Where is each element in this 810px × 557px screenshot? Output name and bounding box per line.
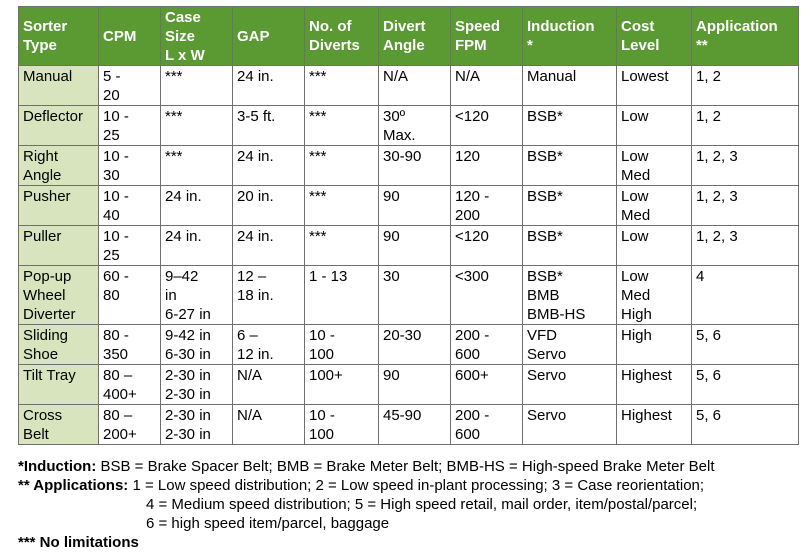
column-header — [19, 7, 99, 66]
cell-line: 20 — [103, 87, 120, 104]
cell-line: BSB* — [527, 268, 563, 285]
table-cell — [233, 146, 305, 186]
table-cell — [233, 325, 305, 365]
cell-line: Puller — [23, 228, 62, 245]
cell-line: 30 — [383, 268, 400, 285]
column-header — [161, 7, 233, 66]
table-row — [19, 66, 799, 106]
sorter-type-cell — [19, 226, 99, 266]
cell-line: Belt — [23, 426, 49, 443]
table-cell — [305, 365, 379, 405]
table-cell — [379, 186, 451, 226]
cell-line: Sliding — [23, 327, 69, 344]
table-header-row — [19, 7, 799, 66]
cell-line: 200 — [455, 207, 481, 224]
table-cell — [523, 365, 617, 405]
cell-line: BSB* — [527, 228, 563, 245]
cell-line: BSB* — [527, 108, 563, 125]
cell-line: 3-5 ft. — [237, 108, 276, 125]
table-cell — [161, 266, 233, 325]
table-cell — [305, 405, 379, 445]
sorter-comparison-table — [18, 6, 799, 445]
table-cell — [99, 146, 161, 186]
cell-line: Med — [621, 287, 651, 304]
cell-line: Med — [621, 207, 651, 224]
cell-line: Pop-up — [23, 268, 72, 285]
cell-line: 30-90 — [383, 148, 422, 165]
table-cell — [692, 325, 799, 365]
table-cell — [617, 266, 692, 325]
cell-line: 5, 6 — [696, 407, 722, 424]
cell-line: 200 - — [455, 407, 490, 424]
cell-line: Low — [621, 228, 649, 245]
cell-line: 80 – — [103, 407, 133, 424]
cell-line: 1, 2 — [696, 108, 722, 125]
table-cell — [99, 186, 161, 226]
cell-line: Wheel — [23, 287, 66, 304]
column-header — [233, 7, 305, 66]
cell-line: 200+ — [103, 426, 137, 443]
cell-line: High — [621, 327, 652, 344]
table-cell — [379, 106, 451, 146]
table-cell — [692, 266, 799, 325]
table-cell — [617, 405, 692, 445]
cell-line: 400+ — [103, 386, 137, 403]
cell-line: 80 - — [103, 327, 129, 344]
column-header — [617, 7, 692, 66]
table-cell — [233, 266, 305, 325]
table-cell — [523, 106, 617, 146]
applications-note — [18, 476, 808, 495]
cell-line: 60 - — [103, 268, 129, 285]
induction-note — [18, 457, 808, 476]
cell-line: 600+ — [455, 367, 489, 384]
table-cell — [692, 66, 799, 106]
cell-line: 80 – — [103, 367, 133, 384]
table-cell — [305, 266, 379, 325]
table-cell — [617, 365, 692, 405]
sorter-type-cell — [19, 266, 99, 325]
cell-line: *** — [309, 148, 327, 165]
cell-line: 2-30 in — [165, 367, 211, 384]
cell-line: 1, 2, 3 — [696, 228, 738, 245]
table-cell — [692, 106, 799, 146]
table-cell — [692, 365, 799, 405]
column-header-line: ** — [696, 37, 708, 54]
cell-line: BMB-HS — [527, 306, 586, 323]
cell-line: 24 in. — [165, 188, 202, 205]
column-header-line: No. of — [309, 18, 352, 35]
cell-line: 6 – — [237, 327, 258, 344]
column-header-line: Diverts — [309, 37, 360, 54]
cell-line: Shoe — [23, 346, 59, 363]
column-header — [692, 7, 799, 66]
cell-line: Pusher — [23, 188, 71, 205]
table-row — [19, 325, 799, 365]
cell-line: 30 — [103, 167, 120, 184]
cell-line: Low — [621, 268, 649, 285]
column-header — [99, 7, 161, 66]
cell-line: Highest — [621, 367, 672, 384]
cell-line: Servo — [527, 367, 567, 384]
cell-line: Med — [621, 167, 651, 184]
table-cell — [617, 106, 692, 146]
table-cell — [99, 365, 161, 405]
cell-line: 120 - — [455, 188, 490, 205]
cell-line: 24 in. — [237, 148, 274, 165]
cell-line: 25 — [103, 247, 120, 264]
table-cell — [451, 226, 523, 266]
sorter-type-cell — [19, 106, 99, 146]
table-cell — [692, 146, 799, 186]
table-cell — [99, 266, 161, 325]
cell-line: *** — [309, 68, 327, 85]
table-cell — [379, 325, 451, 365]
table-cell — [305, 325, 379, 365]
cell-line: 1 - 13 — [309, 268, 348, 285]
cell-line: 24 in. — [237, 68, 274, 85]
column-header-line: Induction — [527, 18, 595, 35]
cell-line: 12 in. — [237, 346, 274, 363]
cell-line: 18 in. — [237, 287, 274, 304]
column-header-line: Sorter — [23, 18, 68, 35]
cell-line: Servo — [527, 407, 567, 424]
cell-line: 6-30 in — [165, 346, 211, 363]
sorter-type-cell — [19, 146, 99, 186]
table-cell — [233, 106, 305, 146]
table-cell — [379, 405, 451, 445]
cell-line: 600 — [455, 346, 481, 363]
cell-line: N/A — [237, 367, 263, 384]
table-cell — [99, 106, 161, 146]
cell-line: Diverter — [23, 306, 76, 323]
column-header-line: GAP — [237, 27, 270, 45]
cell-line: Tilt Tray — [23, 367, 76, 384]
table-body — [19, 66, 799, 445]
table-cell — [305, 186, 379, 226]
column-header-line: Cost — [621, 18, 655, 35]
table-cell — [161, 106, 233, 146]
cell-line: 24 in. — [237, 228, 274, 245]
table-cell — [692, 226, 799, 266]
cell-line: Cross — [23, 407, 63, 424]
cell-line: 120 — [455, 148, 481, 165]
table-cell — [233, 186, 305, 226]
cell-line: Max. — [383, 127, 416, 144]
sorter-type-cell — [19, 405, 99, 445]
cell-line: 24 in. — [165, 228, 202, 245]
applications-line-2: 4 = Medium speed distribution; 5 = High speed retail, mail order, item/postal/parcel; — [146, 496, 698, 513]
cell-line: 5, 6 — [696, 327, 722, 344]
column-header-line: Type — [23, 37, 57, 54]
table-cell — [451, 66, 523, 106]
cell-line: 200 - — [455, 327, 490, 344]
table-cell — [305, 66, 379, 106]
cell-line: *** — [165, 108, 183, 125]
induction-text: BSB = Brake Spacer Belt; BMB = Brake Meter Belt; BMB-HS = High-speed Brake Meter Belt — [96, 458, 715, 475]
cell-line: 25 — [103, 127, 120, 144]
cell-line: 9-42 in — [165, 327, 211, 344]
column-header — [451, 7, 523, 66]
cell-line: 90 — [383, 188, 400, 205]
cell-line: Low — [621, 108, 649, 125]
table-cell — [161, 405, 233, 445]
cell-line: N/A — [383, 68, 409, 85]
cell-line: 5, 6 — [696, 367, 722, 384]
table-row — [19, 405, 799, 445]
table-cell — [99, 66, 161, 106]
column-header — [523, 7, 617, 66]
table-row — [19, 106, 799, 146]
table-cell — [379, 146, 451, 186]
column-header-line: Speed — [455, 18, 501, 35]
cell-line: 350 — [103, 346, 129, 363]
cell-line: 40 — [103, 207, 120, 224]
table-cell — [523, 226, 617, 266]
column-header — [305, 7, 379, 66]
cell-line: 20-30 — [383, 327, 422, 344]
cell-line: VFD — [527, 327, 557, 344]
cell-line: 80 — [103, 287, 120, 304]
table-cell — [451, 365, 523, 405]
cell-line: Low — [621, 148, 649, 165]
table-cell — [161, 186, 233, 226]
cell-line: N/A — [455, 68, 481, 85]
cell-line: 90 — [383, 367, 400, 384]
table-row — [19, 226, 799, 266]
column-header-line: Angle — [383, 37, 425, 54]
column-header — [379, 7, 451, 66]
column-header-line: Level — [621, 37, 660, 54]
table-cell — [379, 365, 451, 405]
table-cell — [617, 226, 692, 266]
applications-line-1: 1 = Low speed distribution; 2 = Low speed in-plant processing; 3 = Case reorientation; — [128, 477, 705, 494]
table-cell — [692, 186, 799, 226]
sorter-type-cell — [19, 66, 99, 106]
table-cell — [305, 146, 379, 186]
cell-line: 4 — [696, 268, 705, 285]
column-header-line: * — [527, 37, 533, 54]
cell-line: 90 — [383, 228, 400, 245]
table-cell — [233, 365, 305, 405]
table-cell — [523, 186, 617, 226]
table-cell — [451, 266, 523, 325]
table-cell — [99, 325, 161, 365]
column-header-line: L x W — [165, 46, 205, 64]
table-row — [19, 186, 799, 226]
cell-line: 100 — [309, 426, 335, 443]
table-cell — [451, 405, 523, 445]
column-header-line: Application — [696, 18, 778, 35]
cell-line: 600 — [455, 426, 481, 443]
column-header-line: CPM — [103, 27, 137, 45]
table-cell — [99, 226, 161, 266]
column-header-line: Divert — [383, 18, 426, 35]
cell-line: Right — [23, 148, 59, 165]
table-cell — [617, 66, 692, 106]
table-row — [19, 365, 799, 405]
table-cell — [451, 106, 523, 146]
table-row — [19, 266, 799, 325]
table-cell — [523, 66, 617, 106]
cell-line: in — [165, 287, 177, 304]
cell-line: 2-30 in — [165, 386, 211, 403]
table-cell — [233, 66, 305, 106]
footnotes — [18, 457, 808, 552]
cell-line: Low — [621, 188, 649, 205]
cell-line: Servo — [527, 346, 567, 363]
table-cell — [523, 146, 617, 186]
cell-line: 9–42 — [165, 268, 199, 285]
table-cell — [161, 226, 233, 266]
sorter-type-cell — [19, 186, 99, 226]
table-cell — [161, 365, 233, 405]
cell-line: *** — [309, 188, 327, 205]
column-header-line: Case — [165, 8, 201, 26]
cell-line: BMB — [527, 287, 560, 304]
cell-line: 1, 2, 3 — [696, 188, 738, 205]
cell-line: Angle — [23, 167, 62, 184]
column-header-line: Size — [165, 27, 196, 45]
cell-line: Manual — [527, 68, 577, 85]
table-cell — [451, 186, 523, 226]
cell-line: 10 - — [103, 108, 129, 125]
cell-line: BSB* — [527, 148, 563, 165]
cell-line: 100+ — [309, 367, 343, 384]
table-cell — [379, 266, 451, 325]
cell-line: Lowest — [621, 68, 669, 85]
sorter-type-cell — [19, 365, 99, 405]
table-cell — [161, 66, 233, 106]
cell-line: 10 - — [103, 148, 129, 165]
cell-line: <120 — [455, 228, 489, 245]
table-cell — [161, 325, 233, 365]
cell-line: BSB* — [527, 188, 563, 205]
cell-line: *** — [309, 108, 327, 125]
table-row — [19, 146, 799, 186]
induction-label: *Induction: — [18, 458, 97, 475]
cell-line: 10 - — [309, 327, 335, 344]
table-cell — [305, 226, 379, 266]
table-cell — [617, 325, 692, 365]
cell-line: Highest — [621, 407, 672, 424]
sorter-type-cell — [19, 325, 99, 365]
table-cell — [233, 226, 305, 266]
cell-line: *** — [165, 68, 183, 85]
table-cell — [523, 405, 617, 445]
cell-line: 2-30 in — [165, 407, 211, 424]
cell-line: 5 - — [103, 68, 121, 85]
cell-line: *** — [165, 148, 183, 165]
cell-line: High — [621, 306, 652, 323]
cell-line: N/A — [237, 407, 263, 424]
applications-line-3: 6 = high speed item/parcel, baggage — [146, 515, 390, 532]
limitations-note — [18, 533, 808, 552]
cell-line: 30º — [383, 108, 406, 125]
cell-line: Deflector — [23, 108, 84, 125]
table-cell — [305, 106, 379, 146]
cell-line: 10 - — [309, 407, 335, 424]
applications-label: ** Applications: — [18, 477, 129, 494]
cell-line: 100 — [309, 346, 335, 363]
table-cell — [523, 325, 617, 365]
table-cell — [99, 405, 161, 445]
table-cell — [233, 405, 305, 445]
cell-line: <120 — [455, 108, 489, 125]
table-cell — [617, 146, 692, 186]
cell-line: 1, 2, 3 — [696, 148, 738, 165]
cell-line: <300 — [455, 268, 489, 285]
table-cell — [523, 266, 617, 325]
table-cell — [379, 226, 451, 266]
cell-line: 6-27 in — [165, 306, 211, 323]
table-cell — [451, 146, 523, 186]
cell-line: Manual — [23, 68, 73, 85]
table-cell — [161, 146, 233, 186]
limitations-label: *** No limitations — [18, 534, 139, 551]
table-cell — [617, 186, 692, 226]
column-header-line: FPM — [455, 37, 487, 54]
table-cell — [692, 405, 799, 445]
cell-line: 10 - — [103, 188, 129, 205]
table-cell — [379, 66, 451, 106]
cell-line: *** — [309, 228, 327, 245]
cell-line: 10 - — [103, 228, 129, 245]
cell-line: 20 in. — [237, 188, 274, 205]
table-cell — [451, 325, 523, 365]
cell-line: 45-90 — [383, 407, 422, 424]
cell-line: 2-30 in — [165, 426, 211, 443]
cell-line: 1, 2 — [696, 68, 722, 85]
cell-line: 12 – — [237, 268, 267, 285]
